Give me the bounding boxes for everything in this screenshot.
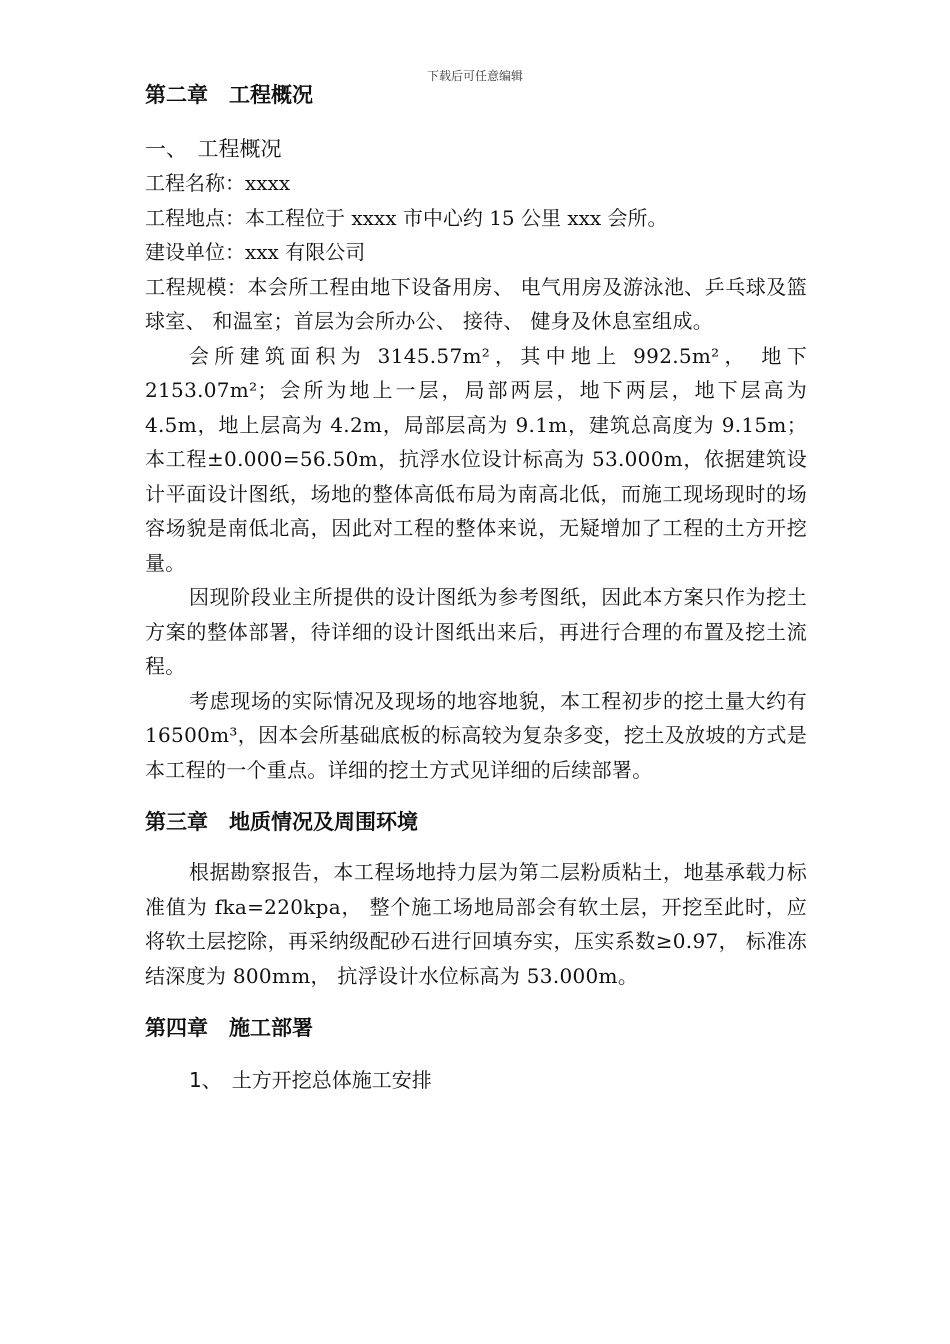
document-body [145,78,807,1097]
paragraph-area: 会所建筑面积为 3145.57m²，其中地上 992.5m²， 地下 2153.07m²；会所为地上一层，局部两层，地下两层，地下层高为 4.5m，地上层高为 4.2m，局部层高为 9.1m，建筑总高度为 9.15m；本工程±0.000=56.50m，抗浮水位设计标高为 53.000m，依据建筑设计平面设计图纸，场地的整体高低布局为南高北低，而施工现场现时的场容场貌是南低北高，因此对工程的整体来说，无疑增加了工程的土方开挖量。 [145,343,807,575]
chapter-3-title: 第三章 地质情况及周围环境 [145,810,418,834]
construction-unit: 建设单位：xxx 有限公司 [145,240,366,264]
header-note: 下载后可任意编辑 [426,69,523,83]
project-location: 工程地点：本工程位于 xxxx 市中心约 15 公里 xxx 会所。 [145,205,668,230]
project-name: 工程名称：xxxx [145,171,291,195]
section-1-title: 一、 工程概况 [145,137,282,161]
chapter-4-title: 第四章 施工部署 [145,1016,313,1040]
list-item-1: 1、 土方开挖总体施工安排 [189,1068,432,1092]
paragraph-drawings: 因现阶段业主所提供的设计图纸为参考图纸，因此本方案只作为挖土方案的整体部署，待详细的设计图纸出来后，再进行合理的布置及挖土流程。 [145,585,807,678]
paragraph-volume: 考虑现场的实际情况及现场的地容地貌，本工程初步的挖土量大约有 16500m³，因本会所基础底板的标高较为复杂多变，挖土及放坡的方式是本工程的一个重点。详细的挖土方式见详细的后续部署。 [145,688,807,782]
paragraph-geology: 根据勘察报告，本工程场地持力层为第二层粉质粘土，地基承载力标准值为 fka=220kpa， 整个施工场地局部会有软土层，开挖至此时，应将软土层挖除，再采纳级配砂石进行回填夯实，压实系数≥0.97， 标准冻结深度为 800mm， 抗浮设计水位标高为 53.000m。 [145,860,807,988]
chapter-2-title: 第二章 工程概况 [145,83,313,107]
project-scale: 工程规模：本会所工程由地下设备用房、 电气用房及游泳池、乒乓球及篮球室、 和温室；首层为会所办公、 接待、 健身及休息室组成。 [145,274,807,333]
